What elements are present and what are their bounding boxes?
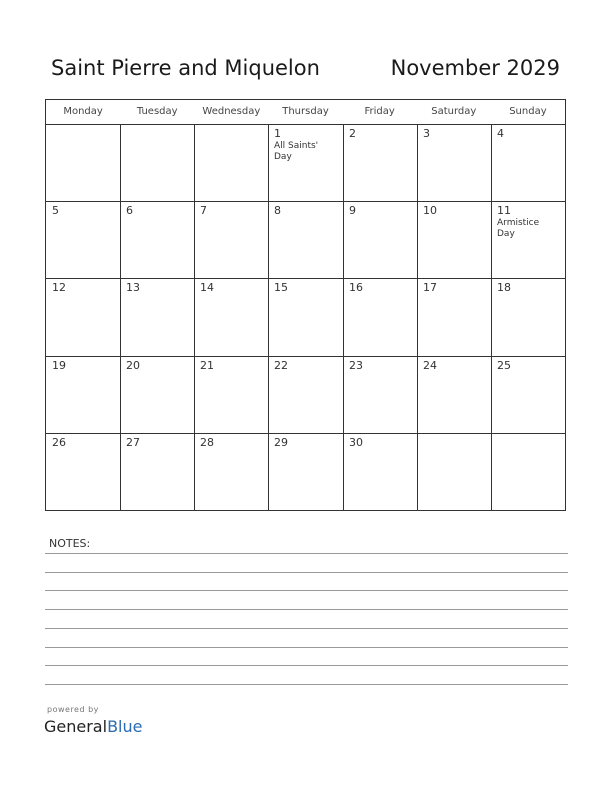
weekday-tuesday: Tuesday — [136, 106, 178, 117]
day-number: 16 — [349, 281, 363, 294]
day-number: 8 — [274, 204, 281, 217]
day-cell — [268, 278, 342, 355]
notes-label: NOTES: — [49, 537, 91, 550]
day-cell — [194, 124, 268, 201]
day-cell — [120, 201, 194, 278]
day-cell — [120, 433, 194, 510]
day-cell — [46, 433, 120, 510]
day-number: 1 — [274, 127, 281, 140]
day-cell — [194, 433, 268, 510]
holiday-label: All Saints' Day — [274, 141, 319, 162]
day-number: 12 — [52, 281, 66, 294]
note-line — [45, 553, 568, 554]
note-line — [45, 628, 568, 629]
weekday-monday: Monday — [63, 106, 103, 117]
day-number: 26 — [52, 436, 66, 449]
weekday-sunday: Sunday — [509, 106, 547, 117]
day-number: 2 — [349, 127, 356, 140]
day-cell — [417, 124, 491, 201]
day-number: 27 — [126, 436, 140, 449]
note-line — [45, 572, 568, 573]
day-cell — [268, 433, 342, 510]
weekday-friday: Friday — [364, 106, 395, 117]
day-cell — [46, 124, 120, 201]
note-line — [45, 665, 568, 666]
holiday-label: Armistice Day — [497, 218, 540, 239]
month-title: November 2029 — [390, 56, 560, 80]
day-number: 29 — [274, 436, 288, 449]
day-number: 4 — [497, 127, 504, 140]
day-cell — [417, 433, 491, 510]
note-line — [45, 647, 568, 648]
day-cell — [194, 201, 268, 278]
day-cell — [194, 356, 268, 433]
note-line — [45, 590, 568, 591]
day-number: 5 — [52, 204, 59, 217]
day-cell — [417, 278, 491, 355]
day-cell — [46, 201, 120, 278]
day-cell — [417, 356, 491, 433]
grid-vline — [268, 124, 269, 510]
brand-general: General — [44, 717, 108, 736]
day-cell — [268, 201, 342, 278]
day-number: 18 — [497, 281, 511, 294]
day-number: 25 — [497, 359, 511, 372]
day-number: 11 — [497, 204, 511, 217]
day-cell — [343, 278, 417, 355]
note-line — [45, 684, 568, 685]
calendar-body — [46, 124, 565, 510]
day-number: 21 — [200, 359, 214, 372]
day-cell — [417, 201, 491, 278]
day-number: 28 — [200, 436, 214, 449]
day-number: 23 — [349, 359, 363, 372]
day-cell — [268, 356, 342, 433]
country-title: Saint Pierre and Miquelon — [51, 56, 320, 80]
day-number: 22 — [274, 359, 288, 372]
day-number: 14 — [200, 281, 214, 294]
brand-blue: Blue — [107, 717, 143, 736]
day-cell — [491, 124, 565, 201]
calendar-grid — [45, 99, 566, 511]
day-number: 3 — [423, 127, 430, 140]
day-cell — [491, 278, 565, 355]
grid-vline — [120, 124, 121, 510]
day-cell — [120, 356, 194, 433]
grid-vline — [417, 124, 418, 510]
day-cell — [194, 278, 268, 355]
grid-vline — [343, 124, 344, 510]
day-cell — [46, 356, 120, 433]
generalblue-logo — [44, 717, 142, 736]
weekday-header — [46, 100, 565, 125]
day-number: 7 — [200, 204, 207, 217]
day-cell — [120, 278, 194, 355]
day-number: 15 — [274, 281, 288, 294]
day-cell — [343, 356, 417, 433]
weekday-thursday: Thursday — [282, 106, 329, 117]
day-cell — [491, 356, 565, 433]
day-number: 10 — [423, 204, 437, 217]
weekday-wednesday: Wednesday — [202, 106, 261, 117]
day-cell — [491, 201, 565, 278]
day-number: 20 — [126, 359, 140, 372]
day-cell — [343, 124, 417, 201]
day-cell — [120, 124, 194, 201]
day-number: 17 — [423, 281, 437, 294]
day-number: 9 — [349, 204, 356, 217]
day-number: 13 — [126, 281, 140, 294]
day-cell — [343, 201, 417, 278]
day-number: 6 — [126, 204, 133, 217]
note-line — [45, 609, 568, 610]
powered-by-text: powered by — [47, 705, 99, 714]
day-number: 19 — [52, 359, 66, 372]
grid-vline — [194, 124, 195, 510]
day-number: 24 — [423, 359, 437, 372]
day-cell — [46, 278, 120, 355]
day-number: 30 — [349, 436, 363, 449]
grid-vline — [491, 124, 492, 510]
day-cell — [491, 433, 565, 510]
weekday-saturday: Saturday — [431, 106, 477, 117]
day-cell — [268, 124, 342, 201]
day-cell — [343, 433, 417, 510]
